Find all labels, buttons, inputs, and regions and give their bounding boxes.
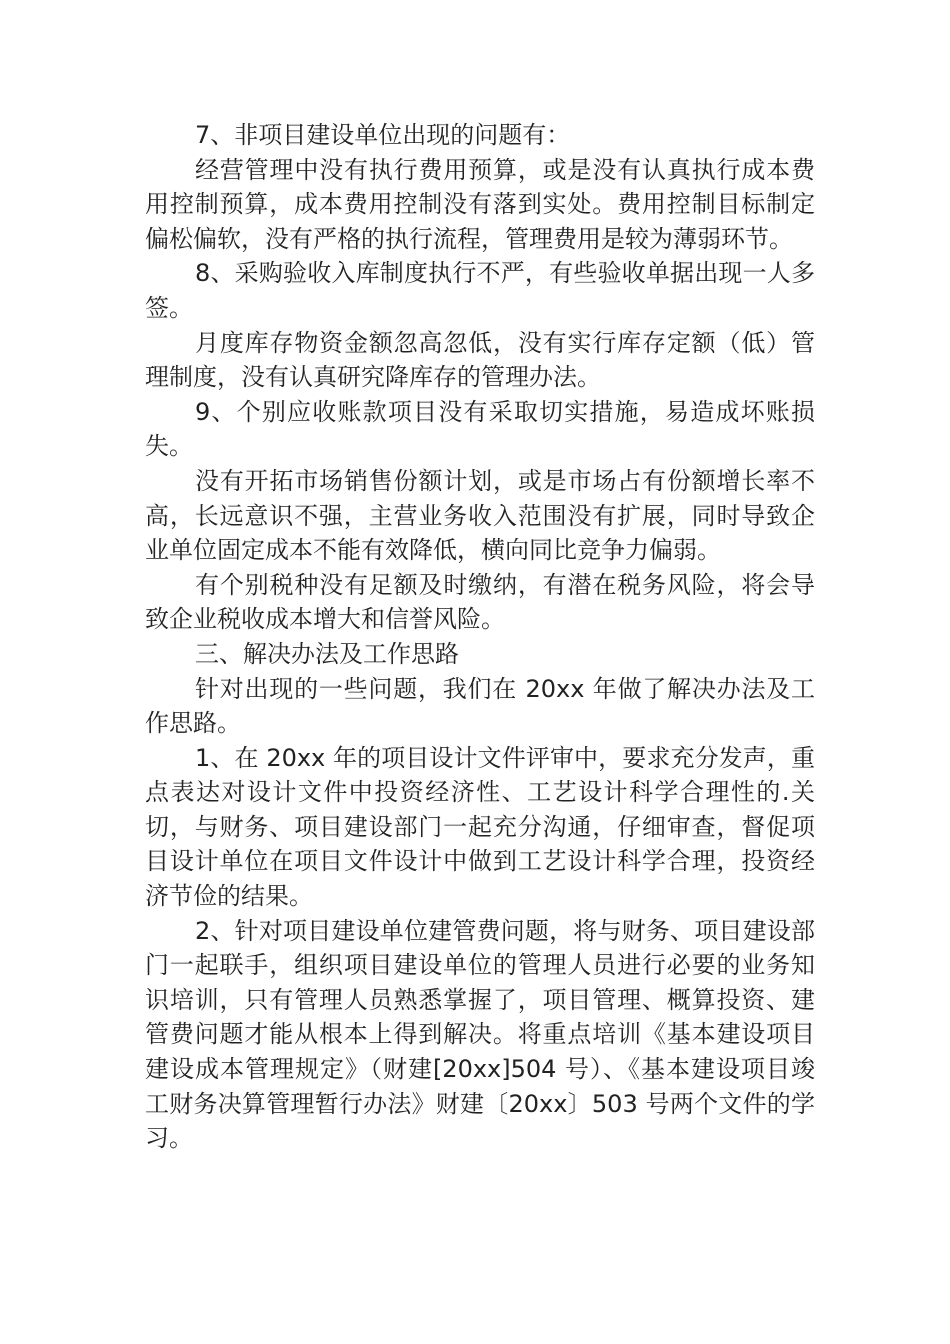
paragraph-budget-management: 经营管理中没有执行费用预算，或是没有认真执行成本费用控制预算，成本费用控制没有落到实处。费用控制目标制定偏松偏软，没有严格的执行流程，管理费用是较为薄弱环节。 [145, 155, 815, 253]
paragraph-solution-2: 2、针对项目建设单位建管费问题，将与财务、项目建设部门一起联手，组织项目建设单位的管理人员进行必要的业务知识培训，只有管理人员熟悉掌握了，项目管理、概算投资、建管费问题才能从根本上得到解决。将重点培训《基本建设项目建设成本管理规定》（财建[20xx]504 号）、《基本建设项目竣工财务决算管理暂行办法》财建〔20xx〕503 号两个文件的学习。 [145, 916, 815, 1153]
paragraph-market-share: 没有开拓市场销售份额计划，或是市场占有份额增长率不高，长远意识不强，主营业务收入范围没有扩展，同时导致企业单位固定成本不能有效降低，横向同比竞争力偏弱。 [145, 466, 815, 565]
paragraph-item-9-receivables: 9、个别应收账款项目没有采取切实措施，易造成坏账损失。 [145, 397, 815, 461]
document-page [145, 118, 815, 1156]
paragraph-inventory: 月度库存物资金额忽高忽低，没有实行库存定额（低）管理制度，没有认真研究降库存的管理办法。 [145, 328, 815, 392]
section-heading-solutions: 三、解决办法及工作思路 [195, 639, 459, 668]
paragraph-tax-risk: 有个别税种没有足额及时缴纳，有潜在税务风险，将会导致企业税收成本增大和信誉风险。 [145, 570, 815, 634]
paragraph-solutions-intro: 针对出现的一些问题，我们在 20xx 年做了解决办法及工作思路。 [145, 674, 815, 738]
paragraph-solution-1: 1、在 20xx 年的项目设计文件评审中，要求充分发声，重点表达对设计文件中投资经济性、工艺设计科学合理性的.关切，与财务、项目建设部门一起充分沟通，仔细审查，督促项目设计单位在项目文件设计中做到工艺设计科学合理，投资经济节俭的结果。 [145, 743, 815, 911]
paragraph-item-7-heading: 7、非项目建设单位出现的问题有： [195, 121, 571, 149]
paragraph-item-8-procurement: 8、采购验收入库制度执行不严，有些验收单据出现一人多签。 [145, 259, 815, 322]
